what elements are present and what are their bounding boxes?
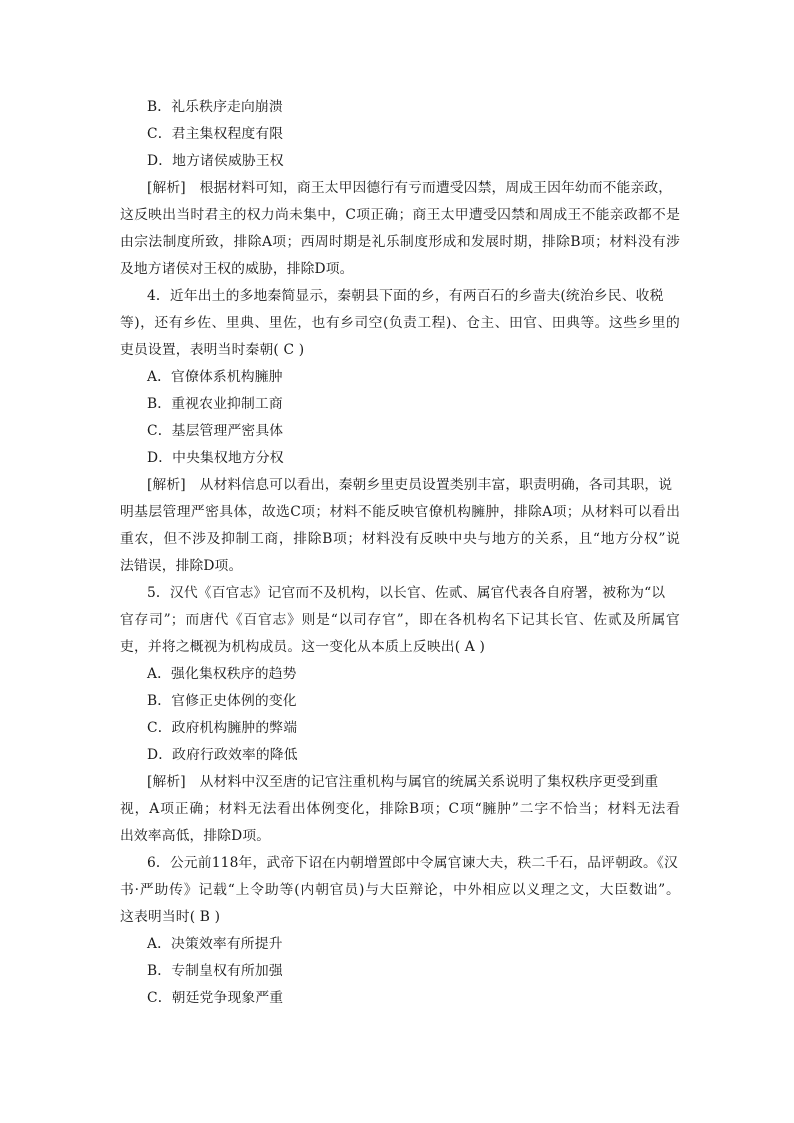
q5-option-b: B．官修正史体例的变化 (147, 693, 297, 709)
q4-analysis-line: 法错误，排除D项。 (120, 558, 243, 574)
q4-analysis-line: [解析] 从材料信息可以看出，秦朝乡里吏员设置类别丰富，职责明确，各司其职，说 (147, 477, 673, 493)
q4-option-a: A．官僚体系机构臃肿 (147, 369, 283, 385)
q3-option-d: D．地方诸侯威胁王权 (147, 153, 284, 169)
q4-option-d: D．中央集权地方分权 (147, 450, 284, 466)
q5-option-c: C．政府机构臃肿的弊端 (147, 720, 298, 736)
q6-option-c: C．朝廷党争现象严重 (147, 990, 284, 1006)
q4-analysis-line: 重农，但不涉及抑制工商，排除B项；材料没有反映中央与地方的关系，且“地方分权”说 (120, 531, 680, 547)
q3-analysis-line: 及地方诸侯对王权的威胁，排除D项。 (120, 261, 354, 277)
q6-option-a: A．决策效率有所提升 (147, 936, 283, 952)
q5-stem-line: 5．汉代《百官志》记官而不及机构，以长官、佐贰、属官代表各自府署，被称为“以 (147, 585, 666, 601)
q4-stem-line: 等)，还有乡佐、里典、里佐，也有乡司空(负责工程)、仓主、田官、田典等。这些乡里的 (120, 315, 680, 331)
q3-option-c: C．君主集权程度有限 (147, 126, 284, 142)
q5-option-d: D．政府行政效率的降低 (147, 747, 298, 763)
q4-option-c: C．基层管理严密具体 (147, 423, 284, 439)
q4-stem-line: 4．近年出土的多地秦简显示，秦朝县下面的乡，有两百石的乡啬夫(统治乡民、收税 (147, 288, 664, 304)
q5-analysis-line: [解析] 从材料中汉至唐的记官注重机构与属官的统属关系说明了集权秩序更受到重 (147, 774, 659, 790)
q3-option-b: B．礼乐秩序走向崩溃 (147, 99, 283, 115)
q5-option-a: A．强化集权秩序的趋势 (147, 666, 297, 682)
q3-analysis-line: 这反映出当时君主的权力尚未集中，C项正确；商王太甲遭受囚禁和周成王不能亲政都不是 (120, 207, 680, 223)
q4-analysis-line: 明基层管理严密具体，故选C项；材料不能反映官僚机构臃肿，排除A项；从材料可以看出 (120, 504, 680, 520)
q6-stem-line: 6．公元前118年，武帝下诏在内朝增置郎中令属官谏大夫，秩二千石，品评朝政。《汉 (147, 855, 678, 871)
q5-stem-line: 吏，并将之概视为机构成员。这一变化从本质上反映出( A ) (120, 639, 485, 655)
q3-analysis-line: 由宗法制度所致，排除A项；西周时期是礼乐制度形成和发展时期，排除B项；材料没有涉 (120, 234, 680, 250)
q4-option-b: B．重视农业抑制工商 (147, 396, 283, 412)
q5-analysis-line: 出效率高低，排除D项。 (120, 828, 271, 844)
q6-stem-line: 这表明当时( B ) (120, 909, 221, 925)
q5-stem-line: 官存司”；而唐代《百官志》则是“以司存官”，即在各机构名下记其长官、佐贰及所属官 (120, 612, 680, 628)
q5-analysis-line: 视，A项正确；材料无法看出体例变化，排除B项；C项“臃肿”二字不恰当；材料无法看 (120, 801, 680, 817)
q4-stem-line: 吏员设置，表明当时秦朝( C ) (120, 342, 305, 358)
q3-analysis-line: [解析] 根据材料可知，商王太甲因德行有亏而遭受囚禁，周成王因年幼而不能亲政， (147, 180, 673, 196)
q6-stem-line: 书·严助传》记载“上令助等(内朝官员)与大臣辩论，中外相应以义理之文，大臣数诎”。 (120, 882, 680, 898)
q6-option-b: B．专制皇权有所加强 (147, 963, 283, 979)
